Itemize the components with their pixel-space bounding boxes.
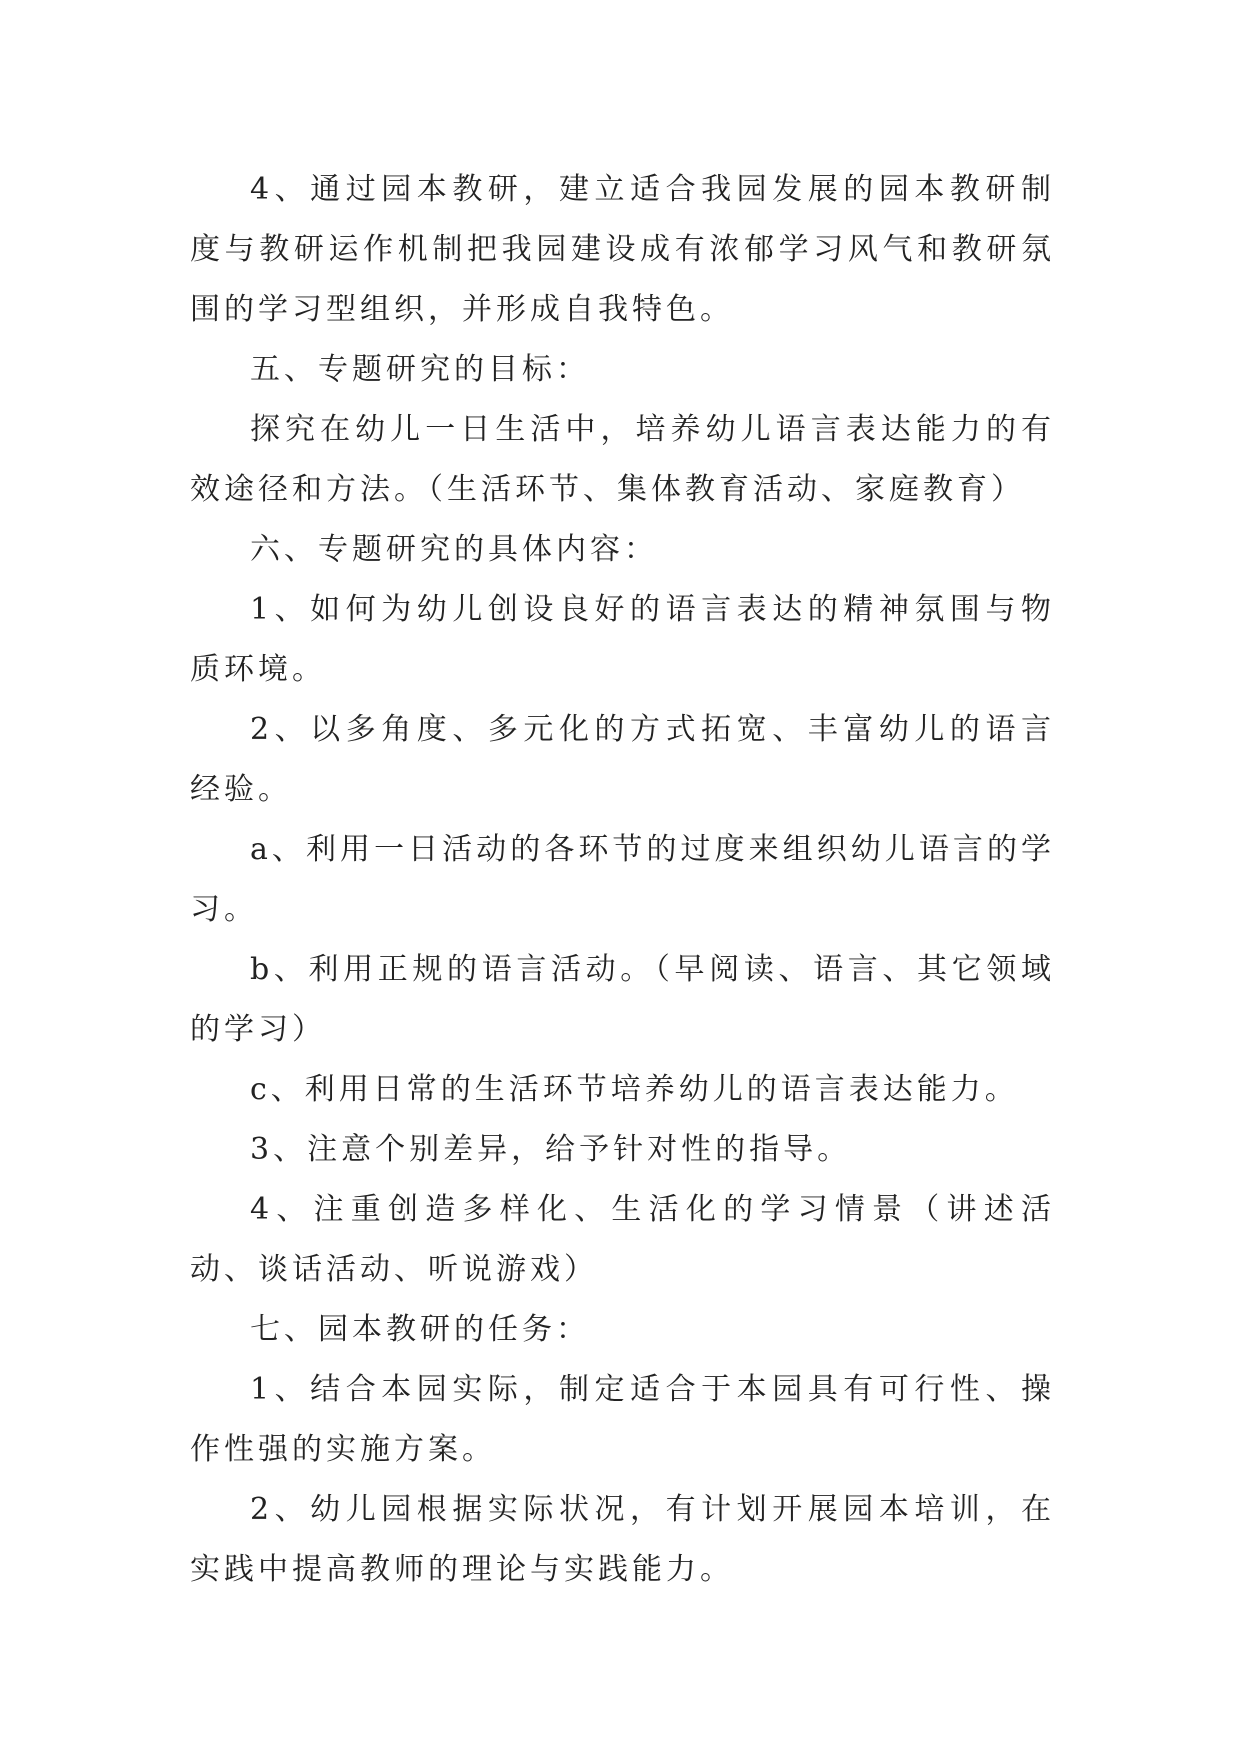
paragraph-task-1: 1、结合本园实际，制定适合于本园具有可行性、操作性强的实施方案。: [190, 1372, 1055, 1467]
paragraph-research-system: 4、通过园本教研，建立适合我园发展的园本教研制度与教研运作机制把我园建设成有浓郁学习风气和教研氛围的学习型组织，并形成自我特色。: [190, 172, 1055, 327]
paragraph-task-2: 2、幼儿园根据实际状况，有计划开展园本培训，在实践中提高教师的理论与实践能力。: [190, 1492, 1055, 1587]
document-body: [190, 160, 1055, 1600]
heading-section-five: 五、专题研究的目标：: [250, 352, 590, 387]
paragraph-content-2a: a、利用一日活动的各环节的过度来组织幼儿语言的学习。: [190, 832, 1055, 927]
paragraph-content-2b: b、利用正规的语言活动。（早阅读、语言、其它领域的学习）: [190, 952, 1055, 1047]
heading-section-seven: 七、园本教研的任务：: [250, 1312, 590, 1347]
paragraph-research-goal: 探究在幼儿一日生活中，培养幼儿语言表达能力的有效途径和方法。（生活环节、集体教育活动、家庭教育）: [190, 412, 1055, 507]
heading-section-six: 六、专题研究的具体内容：: [250, 532, 658, 567]
paragraph-content-2c: c、利用日常的生活环节培养幼儿的语言表达能力。: [250, 1072, 1019, 1107]
paragraph-content-3: 3、注意个别差异，给予针对性的指导。: [250, 1132, 852, 1167]
paragraph-content-2: 2、以多角度、多元化的方式拓宽、丰富幼儿的语言经验。: [190, 712, 1055, 807]
paragraph-content-4: 4、注重创造多样化、生活化的学习情景（讲述活动、谈话活动、听说游戏）: [190, 1192, 1055, 1287]
paragraph-content-1: 1、如何为幼儿创设良好的语言表达的精神氛围与物质环境。: [190, 592, 1055, 687]
